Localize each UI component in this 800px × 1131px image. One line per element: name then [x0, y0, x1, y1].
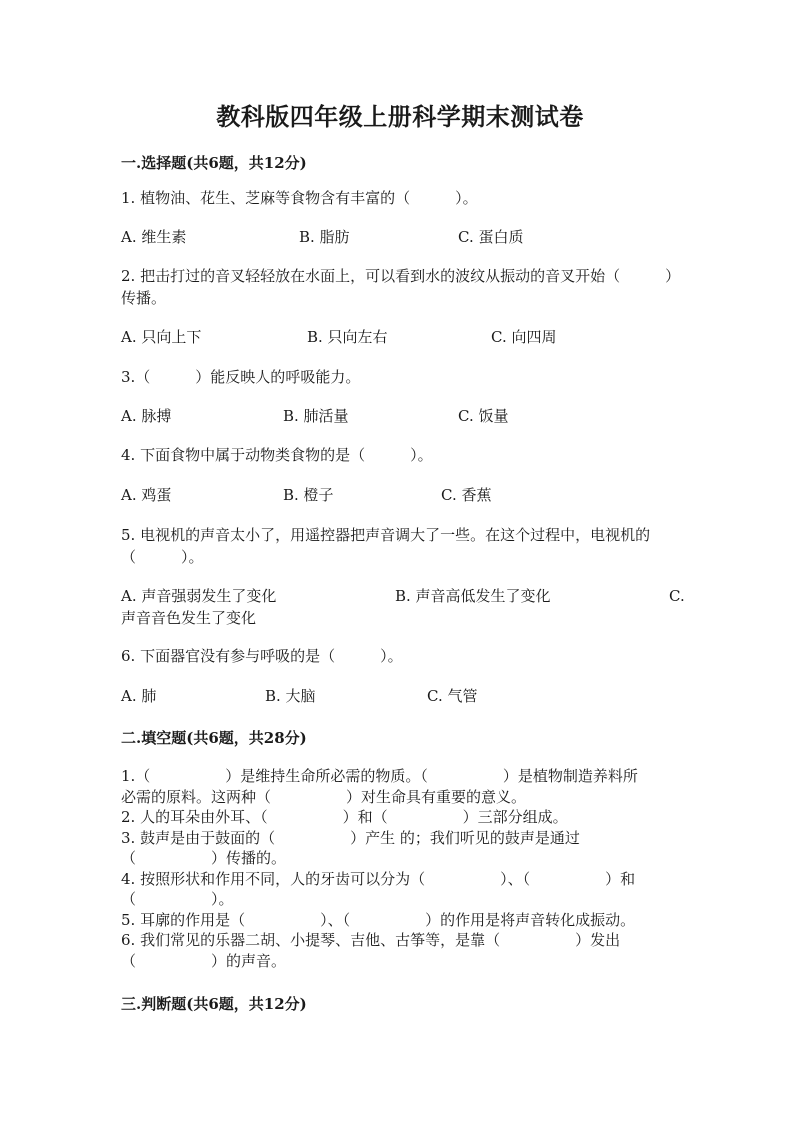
fill-line: 5. 耳廓的作用是（ ）、（ ）的作用是将声音转化成振动。	[121, 910, 636, 929]
question-1-option-a: A. 维生素	[121, 228, 187, 246]
fill-line: （ ）。	[121, 890, 234, 908]
fill-line: （ ）的声音。	[121, 951, 287, 970]
question-6-stem: 6. 下面器官没有参与呼吸的是（ ）。	[121, 647, 403, 665]
section-heading-judge: 三.判断题(共6题，共12分)	[121, 995, 307, 1013]
question-4-option-b: B. 橙子	[283, 486, 334, 504]
fill-line: 1.（ ）是维持生命所必需的物质。（ ）是植物制造养料所	[121, 767, 638, 785]
question-6-option-a: A. 肺	[121, 687, 157, 705]
question-3-option-b: B. 肺活量	[283, 407, 349, 425]
question-5-stem: 5. 电视机的声音太小了，用遥控器把声音调大了一些。在这个过程中，电视机的（ ）。	[121, 526, 651, 566]
question-5-option-a: A. 声音强弱发生了变化	[121, 587, 277, 605]
page-title: 教科版四年级上册科学期末测试卷	[216, 102, 584, 131]
question-3-stem: 3.（ ）能反映人的呼吸能力。	[121, 368, 361, 386]
question-3-option-c: C. 饭量	[458, 407, 509, 425]
question-1-option-b: B. 脂肪	[299, 228, 350, 246]
fill-line: 2. 人的耳朵由外耳、（ ）和（ ）三部分组成。	[121, 808, 568, 826]
fill-line: （ ）传播的。	[121, 849, 287, 867]
question-1-options	[121, 226, 682, 248]
section-heading-fill: 二.填空题(共6题，共28分)	[121, 729, 307, 747]
fill-line: 必需的原料。这两种（ ）对生命具有重要的意义。	[121, 787, 527, 806]
question-6-options	[121, 685, 682, 707]
question-2-option-c: C. 向四周	[491, 328, 557, 346]
question-2-options	[121, 326, 682, 348]
question-6-option-b: B. 大脑	[265, 687, 316, 705]
question-1-stem: 1. 植物油、花生、芝麻等食物含有丰富的（ ）。	[121, 189, 478, 207]
question-2-stem: 2. 把击打过的音叉轻轻放在水面上，可以看到水的波纹从振动的音叉开始（ ）传播。	[121, 267, 681, 307]
question-2-option-b: B. 只向左右	[307, 328, 388, 346]
question-3-option-a: A. 脉搏	[121, 407, 172, 425]
question-4-stem: 4. 下面食物中属于动物类食物的是（ ）。	[121, 446, 433, 464]
question-4-option-c: C. 香蕉	[441, 486, 492, 504]
question-5-options	[121, 585, 685, 629]
question-2-option-a: A. 只向上下	[121, 328, 202, 346]
fill-line: 4. 按照形状和作用不同，人的牙齿可以分为（ ）、（ ）和	[121, 869, 636, 888]
question-5-option-b: B. 声音高低发生了变化	[395, 587, 551, 605]
fill-line: 6. 我们常见的乐器二胡、小提琴、吉他、古筝等，是靠（ ）发出	[121, 931, 621, 949]
section-heading-choice: 一.选择题(共6题，共12分)	[121, 154, 307, 172]
question-3-options	[121, 405, 682, 427]
question-1-option-c: C. 蛋白质	[458, 228, 524, 246]
question-4-option-a: A. 鸡蛋	[121, 486, 172, 504]
fill-in-questions	[121, 766, 682, 971]
question-5-option-c-prefix: C.	[669, 587, 685, 605]
question-4-options	[121, 484, 682, 506]
question-6-option-c: C. 气管	[427, 687, 478, 705]
fill-line: 3. 鼓声是由于鼓面的（ ）产生 的；我们听见的鼓声是通过	[121, 828, 580, 847]
question-5-option-c-text: 声音音色发生了变化	[121, 609, 257, 627]
